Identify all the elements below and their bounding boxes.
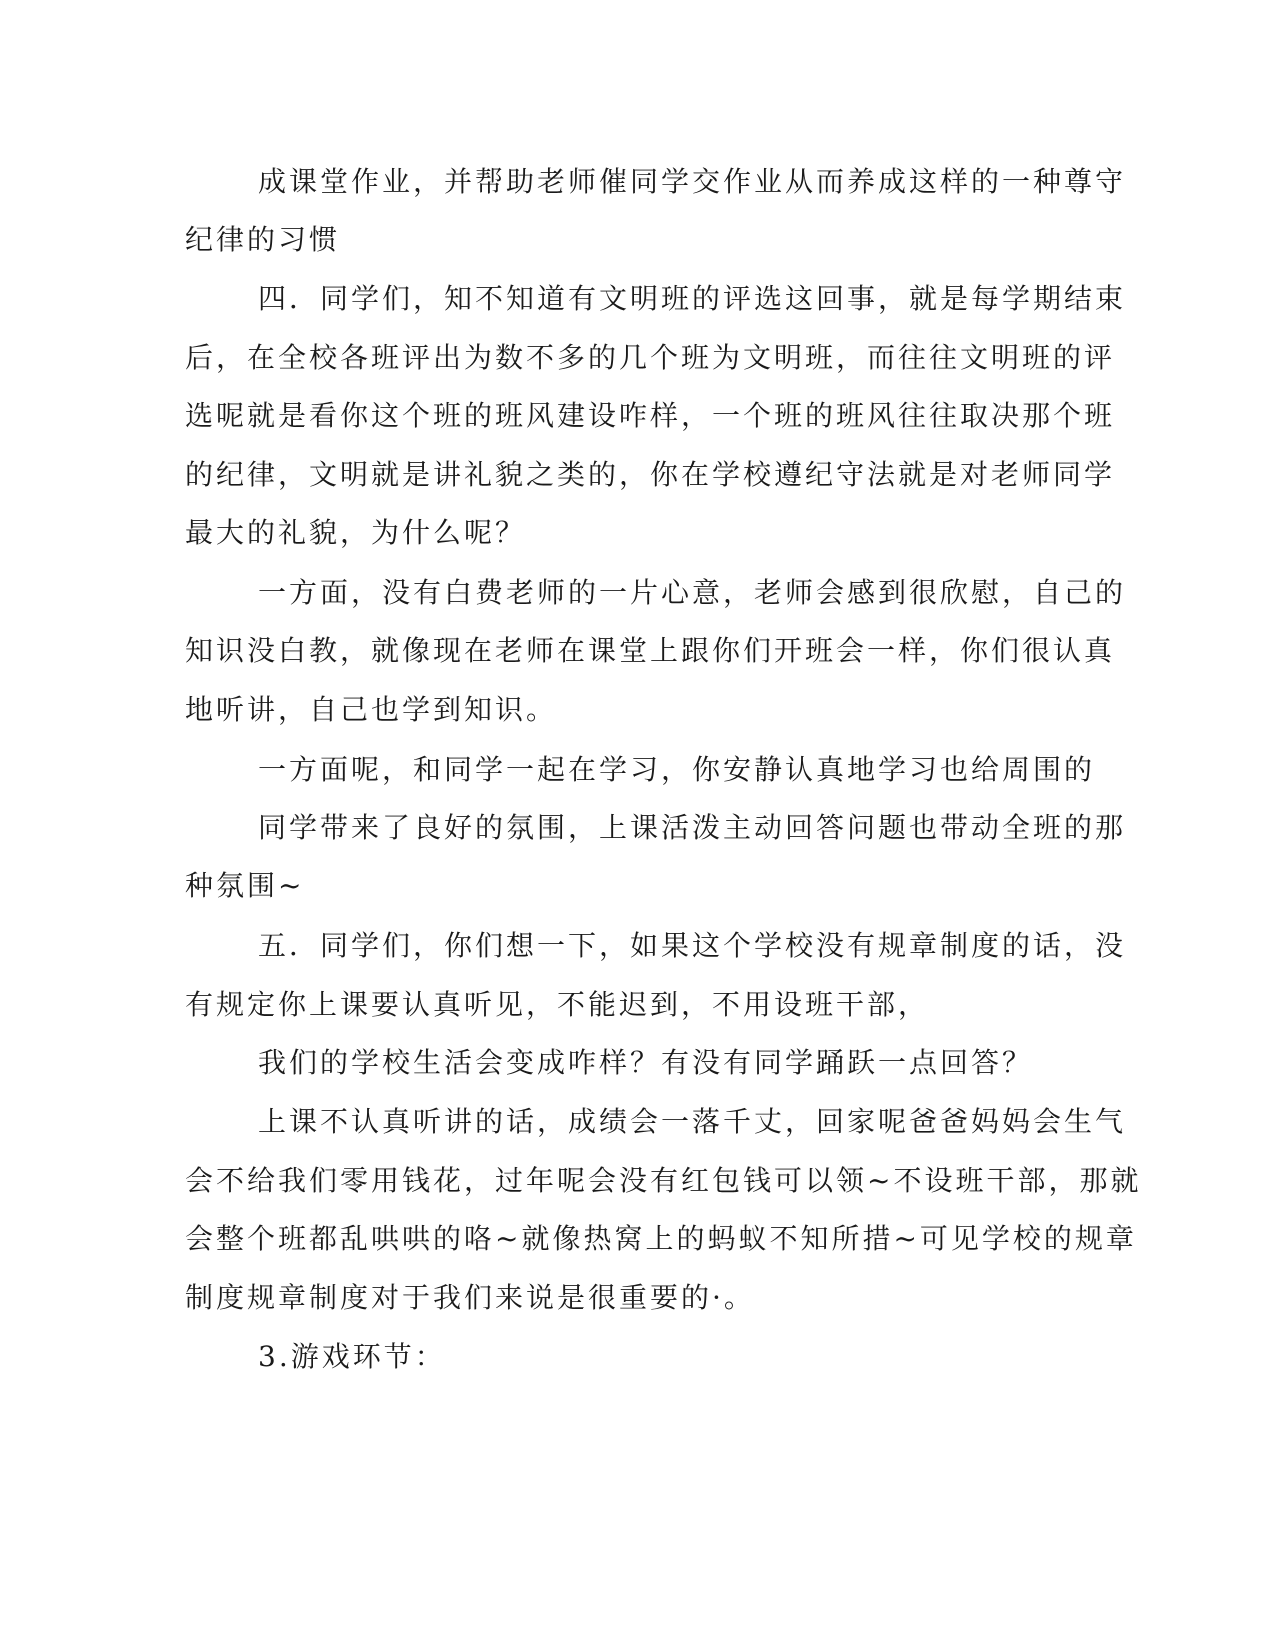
text-line: 制度规章制度对于我们来说是很重要的·。 — [185, 1281, 755, 1314]
text-line: 纪律的习惯 — [185, 223, 341, 256]
text-line: 上课不认真听讲的话，成绩会一落千丈，回家呢爸爸妈妈会生气 — [258, 1105, 1127, 1138]
text-line: 最大的礼貌，为什么呢？ — [185, 516, 527, 549]
text-line: 选呢就是看你这个班的班风建设咋样，一个班的班风往往取决那个班 — [185, 399, 1116, 432]
text-line: 知识没白教，就像现在老师在课堂上跟你们开班会一样，你们很认真 — [185, 634, 1116, 667]
text-line: 五．同学们，你们想一下，如果这个学校没有规章制度的话，没 — [258, 929, 1127, 962]
text-line: 后，在全校各班评出为数不多的几个班为文明班，而往往文明班的评 — [185, 341, 1116, 374]
text-line: 会整个班都乱哄哄的咯~就像热窝上的蚂蚁不知所措~可见学校的规章 — [185, 1222, 1137, 1255]
text-line: 有规定你上课要认真听见，不能迟到，不用设班干部， — [185, 988, 930, 1021]
text-line: 成课堂作业，并帮助老师催同学交作业从而养成这样的一种尊守 — [258, 165, 1127, 198]
text-line: 一方面呢，和同学一起在学习，你安静认真地学习也给周围的 — [258, 753, 1096, 786]
text-line: 种氛围~ — [185, 869, 305, 902]
text-line: 同学带来了良好的氛围，上课活泼主动回答问题也带动全班的那 — [258, 811, 1127, 844]
text-line: 的纪律，文明就是讲礼貌之类的，你在学校遵纪守法就是对老师同学 — [185, 458, 1116, 491]
text-line: 我们的学校生活会变成咋样？有没有同学踊跃一点回答？ — [258, 1046, 1034, 1079]
text-line: 地听讲，自己也学到知识。 — [185, 693, 558, 726]
section-heading: 3.游戏环节： — [258, 1340, 446, 1373]
text-line: 会不给我们零用钱花，过年呢会没有红包钱可以领~不设班干部，那就 — [185, 1164, 1142, 1197]
text-line: 四．同学们，知不知道有文明班的评选这回事，就是每学期结束 — [258, 282, 1127, 315]
text-line: 一方面，没有白费老师的一片心意，老师会感到很欣慰，自己的 — [258, 576, 1127, 609]
